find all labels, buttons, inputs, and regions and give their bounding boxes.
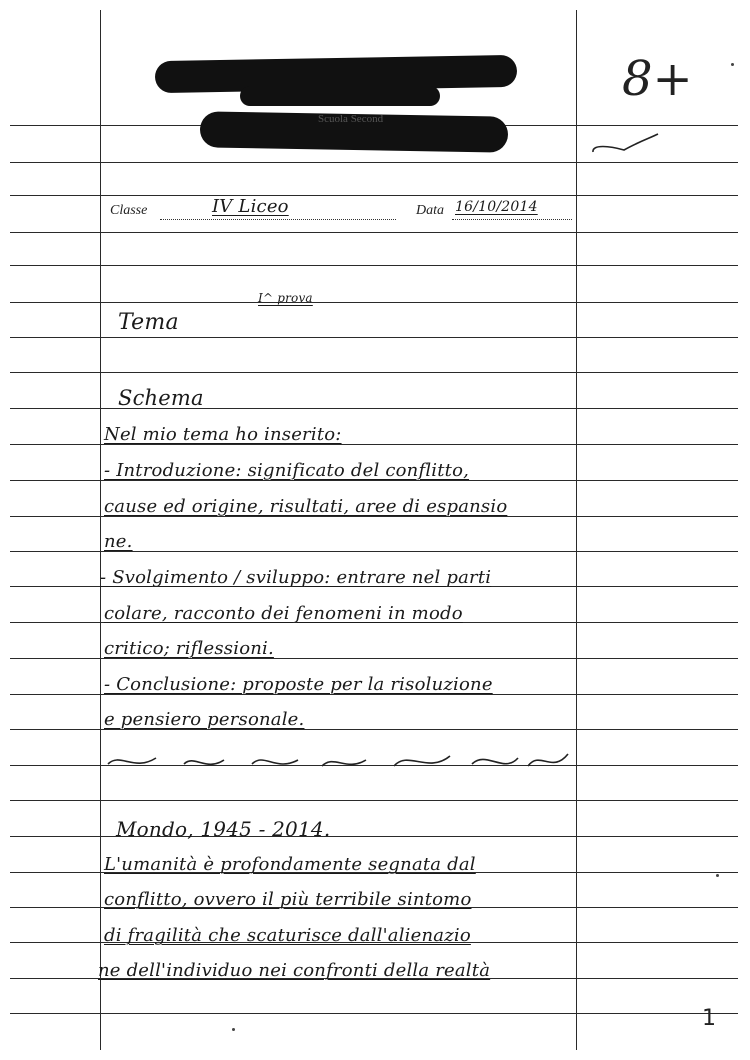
essay-line: L'umanità è profondamente segnata dal [104, 854, 476, 875]
class-dotted-line [160, 218, 396, 220]
schema-line: Nel mio tema ho inserito: [104, 424, 342, 445]
redacted-fragment-1: Scuola Second [318, 113, 384, 125]
schema-line: - Introduzione: significato del conflitto, [104, 460, 470, 481]
test-label: I^ prova [258, 291, 313, 305]
essay-line: conflitto, ovvero il più terribile sintomo [104, 889, 472, 910]
page-number: 1 [702, 1006, 716, 1031]
essay-line: di fragilità che scaturisce dall'alienazio [104, 925, 471, 946]
class-value: IV Liceo [212, 196, 289, 217]
schema-line: critico; riflessioni. [104, 638, 274, 659]
checkmark-icon [590, 130, 660, 160]
schema-line: e pensiero personale. [104, 709, 305, 730]
section-title-schema: Schema [118, 386, 204, 410]
date-label: Data [416, 203, 444, 218]
heading-tema: Tema [118, 310, 179, 335]
class-label: Classe [110, 203, 148, 218]
schema-line: cause ed origine, risultati, aree di espansio [104, 496, 508, 517]
wave-divider-icon [104, 746, 574, 776]
schema-line: colare, racconto dei fenomeni in modo [104, 603, 463, 624]
right-margin-line [576, 10, 577, 1050]
scan-speck [716, 874, 719, 877]
grade-mark: 8+ [622, 51, 693, 107]
schema-line: - Conclusione: proposte per la risoluzione [104, 674, 493, 695]
scan-speck [232, 1028, 235, 1031]
essay-title: Mondo, 1945 - 2014. [116, 817, 331, 841]
schema-line: - Svolgimento / sviluppo: entrare nel parti [100, 567, 492, 588]
date-value: 16/10/2014 [455, 199, 538, 215]
schema-line: ne. [104, 531, 133, 552]
date-dotted-line [452, 218, 572, 220]
left-margin-line [100, 10, 101, 1050]
essay-line: ne dell'individuo nei confronti della realtà [98, 960, 491, 981]
scan-speck [731, 63, 734, 66]
